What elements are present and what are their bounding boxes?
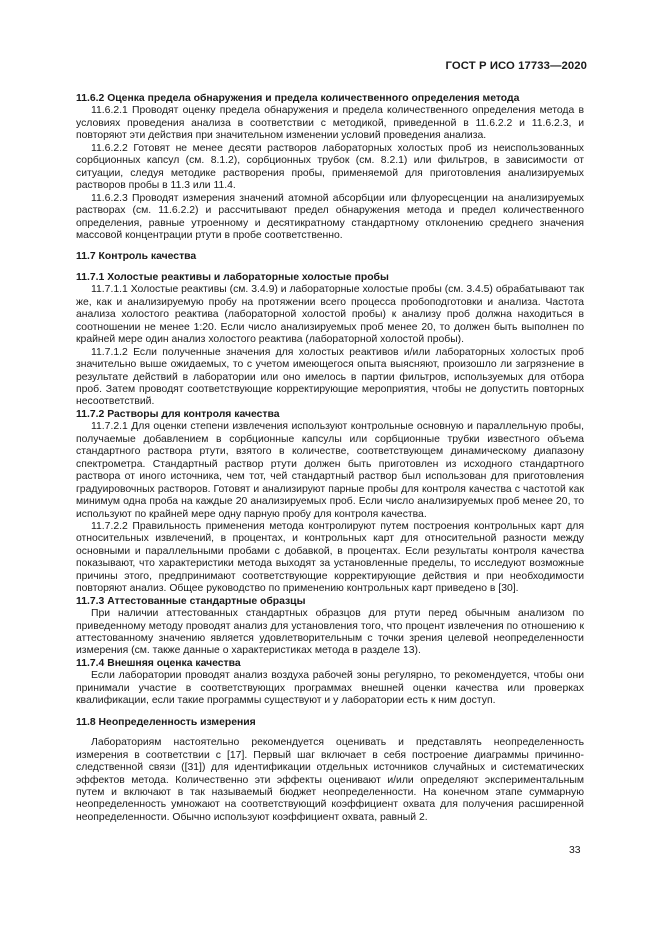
spacer xyxy=(76,242,584,251)
paragraph: При наличии аттестованных стандартных образцов для ртути перед обычным анализом по приведенному методу проводят анализ для установления того, что процент извлечения по отношению к аттестованному значению является удовлетворительным с точки зрения целевой неопределенности измерения (см. также данные о характеристиках метода в разделе 13). xyxy=(76,608,584,657)
spacer xyxy=(76,264,584,272)
section-heading: 11.7 Контроль качества xyxy=(76,251,197,263)
page-body xyxy=(76,93,584,824)
subsection-heading: 11.6.2 Оценка предела обнаружения и предела количественного определения метода xyxy=(76,93,520,104)
paragraph: 11.6.2.3 Проводят измерения значений атомной абсорбции или флуоресценции на анализируемых растворах (см. 11.6.2.2) и рассчитывают предел обнаружения метода и предел количественного определения, равные утроенному и десятикратному стандартному отклонению среднего значения массовой концентрации ртути в пробе соответственно. xyxy=(76,192,584,241)
paragraph: 11.7.1.2 Если полученные значения для холостых реактивов и/или лабораторных холостых проб значительно выше ожидаемых, то с учетом имеющегося опыта выясняют, произошло ли загрязнение в результате действий в лаборатории или оно имелось в партии фильтров, используемых для отбора проб. Затем проводят соответствующие корректирующие мероприятия, чтобы не допустить повторных несоответствий. xyxy=(76,346,584,408)
paragraph: 11.6.2.2 Готовят не менее десяти растворов лабораторных холостых проб из неиспользованных сорбционных капсул (см. 8.1.2), сорбционных трубок (см. 8.2.1) или фильтров, в зависимости от ситуации, следуя методике растворения пробы, применяемой для приготовления анализируемых растворов пробы в 11.3 или 11.4. xyxy=(76,142,584,192)
subsection-heading: 11.7.3 Аттестованные стандартные образцы xyxy=(76,595,306,607)
spacer xyxy=(76,708,584,717)
subsection-heading: 11.7.4 Внешняя оценка качества xyxy=(76,657,241,669)
subsection-heading: 11.7.1 Холостые реактивы и лабораторные холостые пробы xyxy=(76,271,389,283)
document-header: ГОСТ Р ИСО 17733—2020 xyxy=(445,60,587,72)
paragraph: 11.7.1.1 Холостые реактивы (см. 3.4.9) и лабораторные холостые пробы (см. 3.4.5) обрабатывают так же, как и анализируемую пробу на протяжении всего процесса пробоподготовки и анализа. Частота анализа холостого реактива (лабораторной холостой пробы) к анализу проб должна находиться в соотношении не менее 1:20. Если число анализируемых проб менее 20, то должен быть выполнен по крайней мере один анализ холостого реактива (лабораторной холостой пробы). xyxy=(76,284,584,346)
paragraph: Если лаборатории проводят анализ воздуха рабочей зоны регулярно, то рекомендуется, чтобы они принимали участие в соответствующих программах внешней оценки качества или проверках квалификации, если такие программы существуют и у лаборатории есть к ним доступ. xyxy=(76,670,584,707)
section-heading: 11.8 Неопределенность измерения xyxy=(76,716,256,728)
page-number: 33 xyxy=(569,845,581,856)
paragraph: 11.6.2.1 Проводят оценку предела обнаружения и предела количественного определения метода в условиях проведения анализа в соответствии с методикой, приведенной в 11.6.2.2 и 11.6.2.3, и повторяют эти действия при значительном изменении условий проведения анализа. xyxy=(76,105,584,142)
paragraph: 11.7.2.2 Правильность применения метода контролируют путем построения контрольных карт для относительных извлечений, в процентах, и контрольных карт для относительной разности между основными и параллельными пробами с добавкой, в процентах. Если результаты контроля качества показывают, что характеристики метода выходят за установленные пределы, то исследуют возможные причины этого, предпринимают соответствующие корректирующие действия и при необходимости повторяют анализ. Общее руководство по применению контрольных карт приведено в [30]. xyxy=(76,520,584,595)
paragraph: 11.7.2.1 Для оценки степени извлечения используют контрольные основную и параллельную пробы, получаемые добавлением в сорбционные капсулы или сорбционные трубки известного объема стандартного раствора ртути, взятого в количестве, соответствующем динамическому диапазону спектрометра. Стандартный раствор ртути должен быть приготовлен из исходного стандартного раствора от иного источника, чем тот, чей стандартный раствор был использован для приготовления градуировочных растворов. Готовят и анализируют парные пробы для контроля качества с частотой как минимум одна проба на каждые 20 анализируемых проб. Если число анализируемых проб менее 20, то используют по крайней мере одну парную пробу для контроля качества. xyxy=(76,421,584,520)
spacer xyxy=(76,729,584,737)
paragraph: Лабораториям настоятельно рекомендуется оценивать и представлять неопределенность измерения в соответствии с [17]. Первый шаг включает в себя построение диаграммы причинно-следственной связи ([31]) для идентификации отдельных источников случайных и систематических эффектов метода. Количественно эти эффекты оценивают и/или определяют экспериментальным путем и включают в так называемый бюджет неопределенности. На конечном этапе суммарную неопределенность умножают на соответствующий коэффициент охвата для получения расширенной неопределенности. Обычно используют коэффициент охвата, равный 2. xyxy=(76,737,584,823)
subsection-heading: 11.7.2 Растворы для контроля качества xyxy=(76,408,280,420)
